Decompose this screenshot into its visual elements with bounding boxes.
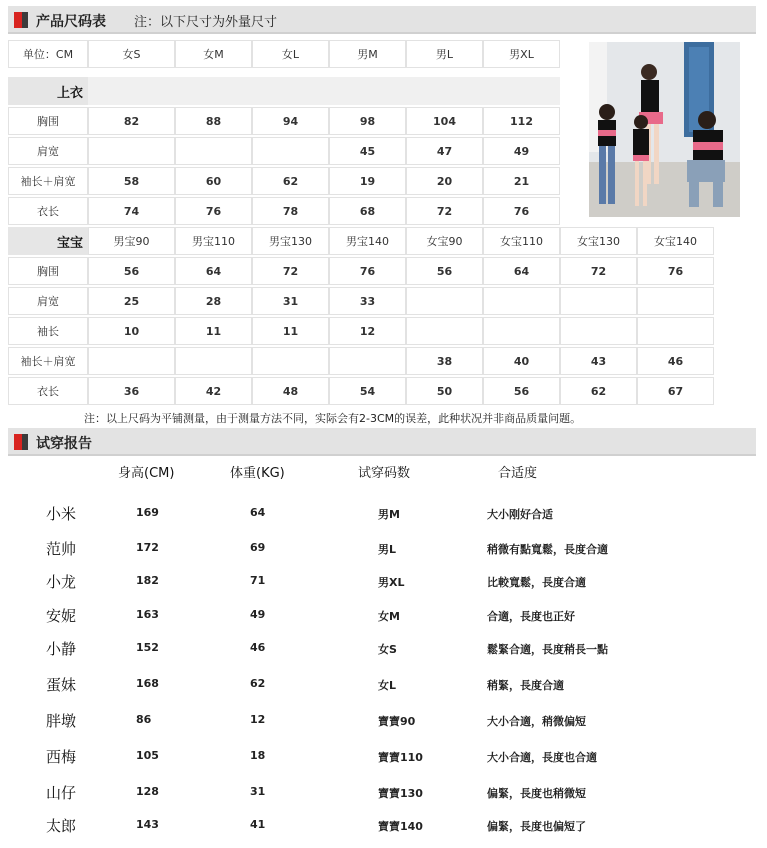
size-column-header: 男XL [483,40,560,68]
section-fill [88,77,560,105]
size-value-cell: 112 [483,107,560,135]
size-value-cell: 98 [329,107,406,135]
report-column-header: 体重(KG) [230,466,285,481]
kid-size-value-cell [329,347,406,375]
tester-weight: 69 [250,541,266,554]
tester-name: 西梅 [46,748,77,766]
tester-fit: 大小合適，長度也合適 [487,751,597,764]
kid-size-value-cell [252,347,329,375]
kid-size-value-cell [406,317,483,345]
kid-size-value-cell: 25 [88,287,175,315]
tester-height: 168 [136,677,159,690]
tester-size: 寶寶90 [378,715,416,728]
tester-name: 蛋妹 [46,676,77,694]
tester-name: 胖墩 [46,712,77,730]
section-marker-icon [14,434,28,450]
kid-size-value-cell: 72 [252,257,329,285]
size-column-header: 女L [252,40,329,68]
tester-size: 寶寶140 [378,820,423,833]
size-value-cell: 82 [88,107,175,135]
tester-size: 男XL [378,576,405,589]
tester-size: 女M [378,610,400,623]
kid-size-value-cell: 67 [637,377,714,405]
kid-size-value-cell: 40 [483,347,560,375]
kid-size-value-cell: 38 [406,347,483,375]
size-value-cell: 78 [252,197,329,225]
section-marker-icon [14,12,28,28]
kid-size-value-cell [560,287,637,315]
size-chart-title: 产品尺码表 [36,14,106,30]
tester-size: 男L [378,543,397,556]
tester-fit: 偏緊，長度也稍微短 [487,787,586,800]
kid-size-value-cell [175,347,252,375]
measurement-label: 衣长 [8,197,88,225]
tester-fit: 大小合適，稍微偏短 [487,715,586,728]
kid-size-value-cell: 64 [483,257,560,285]
size-value-cell: 58 [88,167,175,195]
family-photo [589,42,740,217]
tester-fit: 大小刚好合适 [487,508,553,521]
kid-size-column-header: 女宝140 [637,227,714,255]
kid-size-value-cell: 50 [406,377,483,405]
size-value-cell: 94 [252,107,329,135]
measurement-label: 肩宽 [8,287,88,315]
kid-size-value-cell: 56 [483,377,560,405]
tester-name: 山仔 [46,784,77,802]
tester-name: 小龙 [46,573,77,591]
kid-size-column-header: 女宝90 [406,227,483,255]
kid-size-value-cell [637,287,714,315]
kid-size-value-cell: 11 [252,317,329,345]
size-value-cell: 76 [175,197,252,225]
tester-fit: 比較寬鬆，長度合適 [487,576,586,589]
kid-size-value-cell [483,317,560,345]
tester-height: 169 [136,506,159,519]
size-column-header: 男M [329,40,406,68]
tester-size: 寶寶130 [378,787,423,800]
size-chart-note: 注：以下尺寸为外量尺寸 [134,15,278,30]
measurement-label: 胸围 [8,107,88,135]
tester-weight: 18 [250,749,266,762]
kid-size-value-cell: 42 [175,377,252,405]
size-value-cell: 74 [88,197,175,225]
kid-size-value-cell: 56 [406,257,483,285]
kid-size-value-cell: 12 [329,317,406,345]
unit-label: 单位：CM [8,40,88,68]
kid-size-value-cell: 31 [252,287,329,315]
kid-size-value-cell: 76 [329,257,406,285]
kid-size-value-cell: 54 [329,377,406,405]
kid-size-column-header: 男宝90 [88,227,175,255]
size-value-cell: 49 [483,137,560,165]
kid-size-value-cell: 56 [88,257,175,285]
measurement-label: 袖长 [8,317,88,345]
size-value-cell: 72 [406,197,483,225]
size-value-cell: 68 [329,197,406,225]
tester-height: 128 [136,785,159,798]
tester-fit: 稍微有點寬鬆，長度合適 [487,543,608,556]
measurement-footnote: 注：以上尺码为平铺测量，由于测量方法不同，实际会有2-3CM的误差，此种状况并非商品质量问题。 [84,412,582,425]
kid-size-column-header: 女宝110 [483,227,560,255]
tester-size: 男M [378,508,400,521]
fit-report-header [8,428,756,456]
tester-height: 182 [136,574,159,587]
tester-weight: 31 [250,785,266,798]
tester-weight: 64 [250,506,266,519]
tester-height: 86 [136,713,152,726]
size-value-cell [252,137,329,165]
tester-height: 172 [136,541,159,554]
kid-size-column-header: 男宝130 [252,227,329,255]
fit-report-title: 试穿报告 [36,436,92,452]
tester-size: 寶寶110 [378,751,423,764]
size-value-cell: 47 [406,137,483,165]
kid-size-value-cell: 10 [88,317,175,345]
tester-size: 女S [378,643,397,656]
kid-size-column-header: 男宝110 [175,227,252,255]
size-value-cell: 60 [175,167,252,195]
kid-size-value-cell: 36 [88,377,175,405]
tester-fit: 稍緊，長度合適 [487,679,564,692]
measurement-label: 肩宽 [8,137,88,165]
kid-size-value-cell: 62 [560,377,637,405]
kid-size-value-cell: 48 [252,377,329,405]
report-column-header: 合适度 [498,466,538,481]
kid-size-value-cell: 33 [329,287,406,315]
kid-size-value-cell: 76 [637,257,714,285]
measurement-label: 衣长 [8,377,88,405]
tester-height: 105 [136,749,159,762]
size-value-cell: 21 [483,167,560,195]
size-column-header: 女S [88,40,175,68]
tester-name: 太郎 [46,817,77,835]
tester-weight: 49 [250,608,266,621]
kid-size-value-cell [88,347,175,375]
family-photo-illustration [589,42,740,217]
tester-height: 152 [136,641,159,654]
tester-name: 范帅 [46,540,77,558]
size-value-cell: 88 [175,107,252,135]
section-label-kids: 宝宝 [8,227,88,255]
tester-name: 小米 [46,505,77,523]
report-column-header: 试穿码数 [358,466,411,481]
tester-size: 女L [378,679,397,692]
tester-weight: 12 [250,713,266,726]
measurement-label: 袖长＋肩宽 [8,347,88,375]
tester-name: 小静 [46,640,77,658]
tester-fit: 鬆緊合適，長度稍長一點 [487,643,608,656]
kid-size-value-cell: 46 [637,347,714,375]
size-value-cell: 20 [406,167,483,195]
size-value-cell [88,137,175,165]
tester-weight: 41 [250,818,266,831]
tester-weight: 62 [250,677,266,690]
size-value-cell: 104 [406,107,483,135]
size-value-cell: 45 [329,137,406,165]
size-value-cell: 62 [252,167,329,195]
kid-size-value-cell [483,287,560,315]
kid-size-value-cell [560,317,637,345]
measurement-label: 袖长＋肩宽 [8,167,88,195]
tester-weight: 46 [250,641,266,654]
report-column-header: 身高(CM) [118,466,175,481]
size-column-header: 女M [175,40,252,68]
kid-size-value-cell: 72 [560,257,637,285]
size-value-cell: 76 [483,197,560,225]
kid-size-value-cell: 11 [175,317,252,345]
kid-size-value-cell: 28 [175,287,252,315]
tester-name: 安妮 [46,607,77,625]
kid-size-column-header: 女宝130 [560,227,637,255]
kid-size-value-cell: 64 [175,257,252,285]
kid-size-column-header: 男宝140 [329,227,406,255]
section-label-tops: 上衣 [8,77,88,105]
tester-height: 163 [136,608,159,621]
tester-fit: 偏緊，長度也偏短了 [487,820,586,833]
tester-fit: 合適，長度也正好 [487,610,575,623]
tester-weight: 71 [250,574,266,587]
size-column-header: 男L [406,40,483,68]
size-value-cell: 19 [329,167,406,195]
tester-height: 143 [136,818,159,831]
measurement-label: 胸围 [8,257,88,285]
size-value-cell [175,137,252,165]
kid-size-value-cell [637,317,714,345]
kid-size-value-cell [406,287,483,315]
kid-size-value-cell: 43 [560,347,637,375]
size-chart-header [8,6,756,34]
